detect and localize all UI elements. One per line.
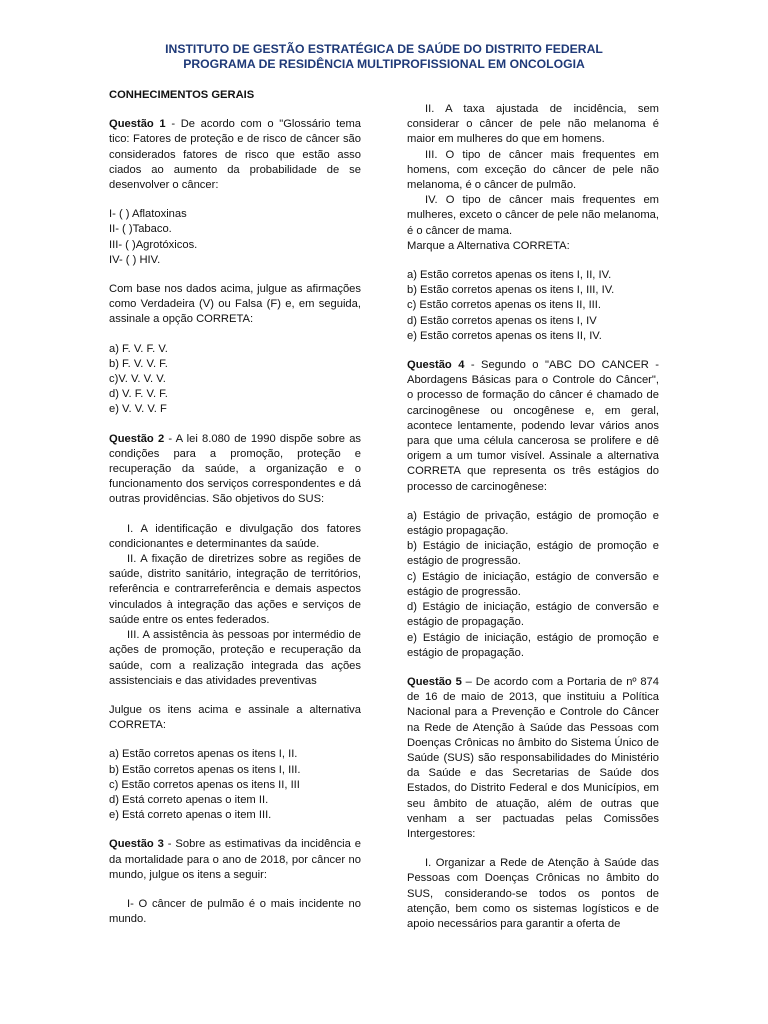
question-1-item: IV- ( ) HIV.	[109, 253, 161, 266]
institute-name: INSTITUTO DE GESTÃO ESTRATÉGICA DE SAÚDE DO DISTRITO FEDERAL	[165, 42, 603, 56]
section-title: CONHECIMENTOS GERAIS	[109, 89, 255, 101]
question-1-item: I- ( ) Aflatoxinas	[109, 208, 187, 221]
question-1-item: III- ( )Agrotóxicos.	[109, 238, 198, 251]
question-1-option: a) F. V. F. V.	[109, 342, 168, 355]
question-4-option: d) Estágio de iniciação, estágio de conversão e estágio de propagação.	[407, 601, 659, 629]
question-4-option: c) Estágio de iniciação, estágio de conversão e estágio de progressão.	[407, 570, 659, 598]
question-1-instruction: Com base nos dados acima, julgue as afirmações como Verdadeira (V) ou Falsa (F) e, em seguida, assinale a opção CORRETA:	[109, 283, 361, 326]
question-4-option: e) Estágio de iniciação, estágio de promoção e estágio de propagação.	[407, 631, 659, 659]
question-4-option: a) Estágio de privação, estágio de promoção e estágio propagação.	[407, 509, 659, 538]
question-2-option: e) Está correto apenas o item III.	[109, 809, 272, 822]
question-5-item: I. Organizar a Rede de Atenção à Saúde das Pessoas com Doenças Crônicas no âmbito do SUS, considerando-se todos os pontos de atenção, bem como os sistemas logísticos e de apoio necessários para garantir a oferta de	[407, 857, 659, 930]
left-column	[109, 88, 361, 927]
question-3-item: IV. O tipo de câncer mais frequentes em mulheres, exceto o câncer de pele não melanoma, é o câncer de mama.	[407, 194, 659, 237]
program-name: PROGRAMA DE RESIDÊNCIA MULTIPROFISSIONAL EM ONCOLOGIA	[183, 57, 585, 71]
question-5-stem: Questão 5 – De acordo com a Portaria de nº 874 de 16 de maio de 2013, que instituiu a Política Nacional para a Prevenção e Controle do Câncer na Rede de Atenção à Saúde das Pessoas com Doenças Crônicas no âmbito do Sistema Único de Saúde (SUS) são responsabilidades do Ministério da Saúde e das Secretarias de Saúde dos Estados, do Distrito Federal e dos Municípios, em seu âmbito de atuação, além de outras que venham a ser pactuadas pelas Comissões Intergestores:	[407, 675, 660, 840]
question-3-item: I- O câncer de pulmão é o mais incidente no mundo.	[109, 897, 361, 926]
document-header	[0, 42, 768, 72]
question-2-instruction: Julgue os itens acima e assinale a alternativa CORRETA:	[109, 703, 361, 732]
question-1-option: d) V. F. V. F.	[109, 388, 168, 401]
question-3-option: e) Estão corretos apenas os itens II, IV.	[407, 329, 602, 342]
question-1-option: c)V. V. V. V.	[109, 373, 166, 386]
question-2-option: d) Está correto apenas o item II.	[109, 793, 269, 806]
question-3-option: c) Estão corretos apenas os itens II, III.	[407, 299, 602, 312]
question-2-stem: Questão 2 - A lei 8.080 de 1990 dispõe sobre as condições para a promoção, proteção e recuperação da saúde, a organização e o funcionamento dos serviços correspondentes e dá outras providências. São objetivos do SUS:	[109, 432, 362, 506]
question-2-item: I. A identificação e divulgação dos fatores condicionantes e determinantes da saúde.	[109, 522, 361, 550]
question-3-instruction: Marque a Alternativa CORRETA:	[407, 239, 570, 252]
question-2-option: c) Estão corretos apenas os itens II, III	[109, 778, 300, 791]
question-3-stem: Questão 3 - Sobre as estimativas da incidência e da mortalidade para o ano de 2018, por câncer no mundo, julgue os itens a seguir:	[109, 838, 361, 881]
question-3-item: III. O tipo de câncer mais frequentes em homens, com exceção do câncer de pele não melanoma, é o câncer de pulmão.	[407, 148, 659, 192]
question-2-item: III. A assistência às pessoas por intermédio de ações de promoção, proteção e recuperação da saúde, com a realização integrada das ações assistenciais e das atividades preventivas	[109, 629, 361, 687]
question-1-item: II- ( )Tabaco.	[109, 223, 172, 236]
question-4-option: b) Estágio de iniciação, estágio de promoção e estágio de progressão.	[407, 540, 659, 568]
question-1-label: Questão 1	[109, 118, 166, 131]
question-5-label: Questão 5	[407, 675, 462, 688]
question-3-label: Questão 3	[109, 838, 164, 851]
question-3-option: d) Estão corretos apenas os itens I, IV	[407, 314, 597, 327]
question-1-stem: Questão 1 - De acordo com o "Glossário tema tico: Fatores de proteção e de risco de câncer são considerados fatores de risco que estão asso ciados ao aumento da probabilidade de se desenvolver o câncer:	[109, 118, 361, 192]
question-2-item: II. A fixação de diretrizes sobre as regiões de saúde, distrito sanitário, integração de territórios, referência e contrarreferência e demais aspectos vinculados à integração das ações e serviços de saúde entre os entes federados.	[109, 553, 361, 626]
question-4-stem: Questão 4 - Segundo o "ABC DO CANCER - Abordagens Básicas para o Controle do Câncer", o processo de formação do câncer é chamado de carcinogênese ou oncogênese e, em geral, acontece lentamente, podendo levar vários anos para que uma célula cancerosa se prolifere e dê origem a um tumor visível. Assinale a alternativa CORRETA que representa os três estágios do processo de carcinogênese:	[407, 359, 659, 493]
right-column	[407, 102, 659, 932]
question-2-label: Questão 2	[109, 432, 165, 445]
question-4-label: Questão 4	[407, 359, 465, 372]
question-1-option: b) F. V. V. F.	[109, 357, 168, 370]
question-3-item: II. A taxa ajustada de incidência, sem considerar o câncer de pele não melanoma é maior em mulheres do que em homens.	[407, 103, 659, 146]
question-3-option: b) Estão corretos apenas os itens I, III, IV.	[407, 284, 615, 297]
question-2-option: a) Estão corretos apenas os itens I, II.	[109, 748, 298, 761]
question-1-option: e) V. V. V. F	[109, 403, 167, 416]
question-2-option: b) Estão corretos apenas os itens I, III.	[109, 763, 301, 776]
question-3-option: a) Estão corretos apenas os itens I, II, IV.	[407, 269, 612, 282]
